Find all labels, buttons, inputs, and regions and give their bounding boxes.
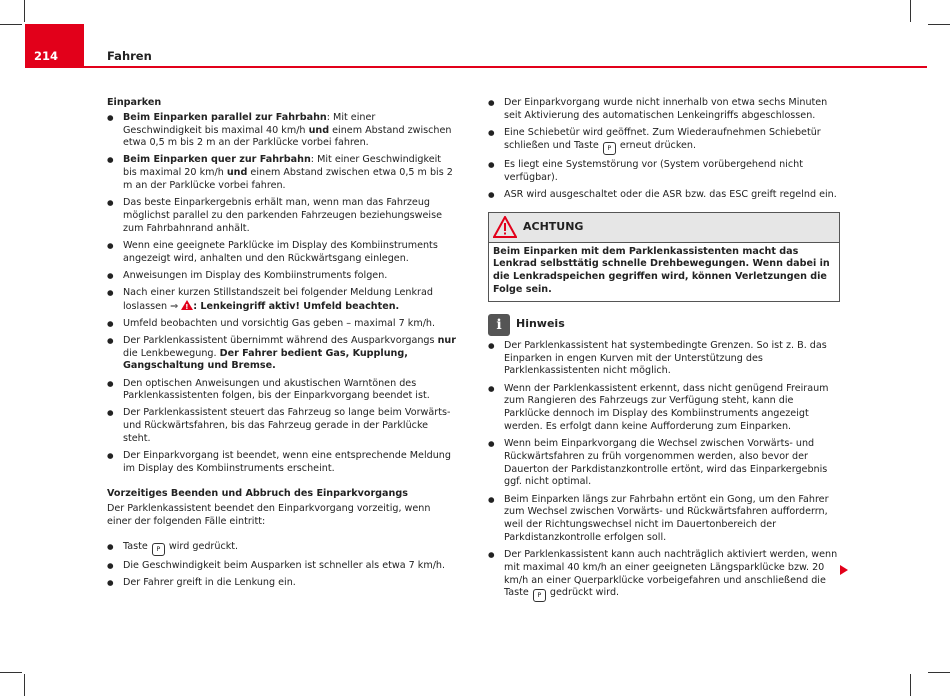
list-item: ● Wenn eine geeignete Parklücke im Display des Kombiinstruments angezeigt wird, anhalten und den Rückwärtsgang einlegen. [107, 240, 457, 266]
warning-text: Beim Einparken mit dem Parklenkassistenten macht das Lenkrad selbsttätig schnelle Drehbewegungen. Wenn dabei in die Lenkradspeichen gegriffen wird, können Verletzungen die Folge sein. [493, 245, 830, 296]
list-item: ● Der Parklenkassistent übernimmt während des Ausparkvorgangs nur die Lenkbewegung. Der Fahrer bedient Gas, Kupplung, Gangschaltung und Bremse. [107, 335, 457, 373]
section-title: Fahren [107, 49, 152, 63]
park-assist-key-icon: P [152, 543, 165, 556]
crop-mark [0, 24, 22, 25]
paragraph: Der Parklenkassistent beendet den Einparkvorgang vorzeitig, wenn einer der folgenden Fälle eintritt: [107, 502, 431, 527]
list-item: ● Anweisungen im Display des Kombiinstruments folgen. [107, 270, 457, 283]
crop-mark [928, 672, 950, 673]
note-title: Hinweis [516, 317, 565, 331]
warning-header [489, 213, 839, 243]
warning-triangle-icon [181, 300, 193, 310]
crop-mark [910, 0, 911, 22]
heading-abbruch: Vorzeitiges Beenden und Abbruch des Einparkvorgangs [107, 487, 408, 499]
park-assist-key-icon: P [533, 589, 546, 602]
list-item: ● Eine Schiebetür wird geöffnet. Zum Wiederaufnehmen Schiebetür schließen und Taste P erneut drücken. [488, 127, 840, 155]
list-item: ● Beim Einparken längs zur Fahrbahn ertönt ein Gong, um den Fahrer zum Wechsel zwischen Vorwärts- und Rückwärtsfahren aufforderrn, weil der Richtungswechsel nicht im Dauertonbereich der Parkdistanzkontrolle erfolgen soll. [488, 494, 840, 545]
left-column [107, 97, 457, 594]
list-item: ● Umfeld beobachten und vorsichtig Gas geben – maximal 7 km/h. [107, 318, 457, 331]
note-header [488, 314, 840, 336]
list-item: ● Der Parklenkassistent hat systembedingte Grenzen. So ist z. B. das Einparken in engen Kurven mit der Unterstützung des Parklenkassistenten nicht möglich. [488, 340, 840, 378]
header-rule [84, 66, 927, 68]
warning-title: ACHTUNG [523, 219, 584, 233]
list-item: ● Beim Einparken parallel zur Fahrbahn: Mit einer Geschwindigkeit bis maximal 40 km/h und einem Abstand zwischen etwa 0,5 m bis 2 m an der Parklücke vorbei fahren. [107, 112, 457, 150]
crop-mark [24, 674, 25, 696]
list-item: ● ASR wird ausgeschaltet oder die ASR bzw. das ESC greift regelnd ein. [488, 189, 840, 202]
list-item: ● Den optischen Anweisungen und akustischen Warntönen des Parklenkassistenten folgen, bis der Einparkvorgang beendet ist. [107, 378, 457, 404]
crop-mark [910, 674, 911, 696]
crop-mark [928, 24, 950, 25]
list-item: ● Der Einparkvorgang wurde nicht innerhalb von etwa sechs Minuten seit Aktivierung des automatischen Lenkeingriffs abgeschlossen. [488, 97, 840, 123]
heading-einparken: Einparken [107, 97, 162, 108]
list-item: ● Taste P wird gedrückt. [107, 541, 457, 556]
info-icon: i [488, 314, 510, 336]
warning-box [488, 212, 840, 302]
warning-triangle-icon [493, 216, 517, 238]
right-column [488, 97, 840, 607]
next-page-arrow-icon[interactable] [840, 565, 848, 575]
list-item: ● Die Geschwindigkeit beim Ausparken ist schneller als etwa 7 km/h. [107, 560, 457, 573]
park-assist-key-icon: P [603, 142, 616, 155]
page-number: 214 [34, 49, 59, 63]
crop-mark [24, 0, 25, 22]
list-item: ● Beim Einparken quer zur Fahrbahn: Mit einer Geschwindigkeit bis maximal 20 km/h und einem Abstand zwischen etwa 0,5 m bis 2 m an der Parklücke vorbei fahren. [107, 154, 457, 192]
list-item: ● Es liegt eine Systemstörung vor (System vorübergehend nicht verfügbar). [488, 159, 840, 185]
list-item: ● Wenn der Parklenkassistent erkennt, dass nicht genügend Freiraum zum Rangieren des Fahrzeugs zur Verfügung steht, kann die Parklücke dennoch im Display des Kombiinstruments angezeigt werden. Es erfolgt dann keine Aufforderung zum Einparken. [488, 383, 840, 434]
list-item: ● Der Parklenkassistent steuert das Fahrzeug so lange beim Vorwärts- und Rückwärtsfahren, bis das Fahrzeug gerade in der Parklücke steht. [107, 407, 457, 445]
crop-mark [0, 672, 22, 673]
list-item: ● Der Parklenkassistent kann auch nachträglich aktiviert werden, wenn mit maximal 40 km/h an einer geeigneten Längsparklücke bzw. 20 km/h an einer Querparklücke vorbeigefahren und anschließend die Taste P gedrückt wird. [488, 549, 840, 602]
list-item: ● Der Einparkvorgang ist beendet, wenn eine entsprechende Meldung im Display des Kombiinstruments erscheint. [107, 450, 457, 476]
list-item: ● Wenn beim Einparkvorgang die Wechsel zwischen Vorwärts- und Rückwärtsfahren zu früh vorgenommen werden, also bevor der Dauerton der Parkdistanzkontrolle ertönt, wird das Einparkergebnis ggf. nicht optimal. [488, 438, 840, 489]
list-item: ● Das beste Einparkergebnis erhält man, wenn man das Fahrzeug möglichst parallel zu den parkenden Fahrzeugen beziehungsweise zum Fahrbahnrand anhält. [107, 197, 457, 235]
list-item: ● Nach einer kurzen Stillstandszeit bei folgender Meldung Lenkrad loslassen ⇒ !: Lenkeingriff aktiv! Umfeld beachten. [107, 287, 457, 314]
list-item: ● Der Fahrer greift in die Lenkung ein. [107, 577, 457, 590]
